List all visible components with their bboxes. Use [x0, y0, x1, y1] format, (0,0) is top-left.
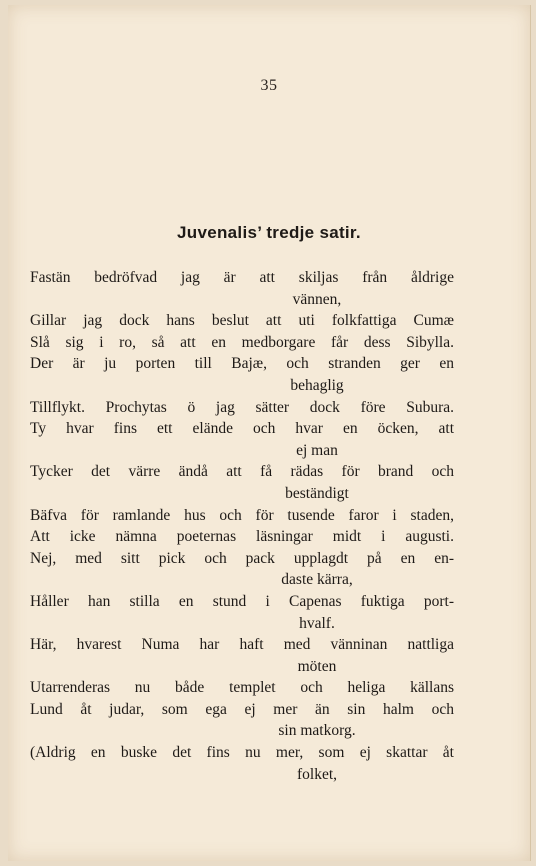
poem-line-continuation: möten — [297, 657, 337, 675]
poem-line-continuation: ej man — [296, 441, 338, 459]
poem-line-continuation: daste kärra, — [281, 571, 353, 589]
poem-line: Håller han stilla en stund i Capenas fuktiga port- — [30, 592, 454, 610]
poem-line: Ty hvar fins ett elände och hvar en öcken, att — [30, 420, 454, 438]
poem-line: Der är ju porten till Bajæ, och stranden ger en — [30, 355, 454, 373]
poem-line: (Aldrig en buske det fins nu mer, som ej skattar åt — [30, 744, 454, 762]
poem-line: Här, hvarest Numa har haft med vänninan nattliga — [30, 636, 454, 654]
book-page — [8, 5, 531, 861]
poem-line-continuation: behaglig — [290, 376, 344, 394]
poem-line: Tillflykt. Prochytas ö jag sätter dock före Subura. — [30, 398, 454, 416]
poem-body — [30, 267, 454, 785]
poem-line-continuation: vännen, — [292, 290, 342, 308]
poem-line-continuation: folket, — [296, 765, 338, 783]
poem-line: Tycker det värre ändå att få rädas för brand och — [30, 463, 454, 481]
poem-line: Gillar jag dock hans beslut att uti folkfattiga Cumæ — [30, 312, 454, 330]
poem-line: Slå sig i ro, så att en medborgare får dess Sibylla. — [30, 333, 454, 351]
poem-line: Bäfva för ramlande hus och för tusende faror i staden, — [30, 506, 454, 524]
poem-line: Att icke nämna poeternas läsningar midt i augusti. — [30, 528, 454, 546]
poem-line-continuation: beständigt — [285, 484, 349, 502]
poem-line: Fastän bedröfvad jag är att skiljas från åldrige — [30, 269, 454, 286]
poem-line: Lund åt judar, som ega ej mer än sin halm och — [30, 700, 454, 718]
poem-line: Nej, med sitt pick och pack upplagdt på en en- — [30, 549, 454, 567]
poem-line-continuation: hvalf. — [299, 614, 335, 632]
poem-line: Utarrenderas nu både templet och heliga källans — [30, 679, 454, 697]
page-number: 35 — [260, 77, 278, 94]
poem-title: Juvenalis’ tredje satir. — [177, 223, 361, 242]
poem-line-continuation: sin matkorg. — [278, 722, 356, 740]
